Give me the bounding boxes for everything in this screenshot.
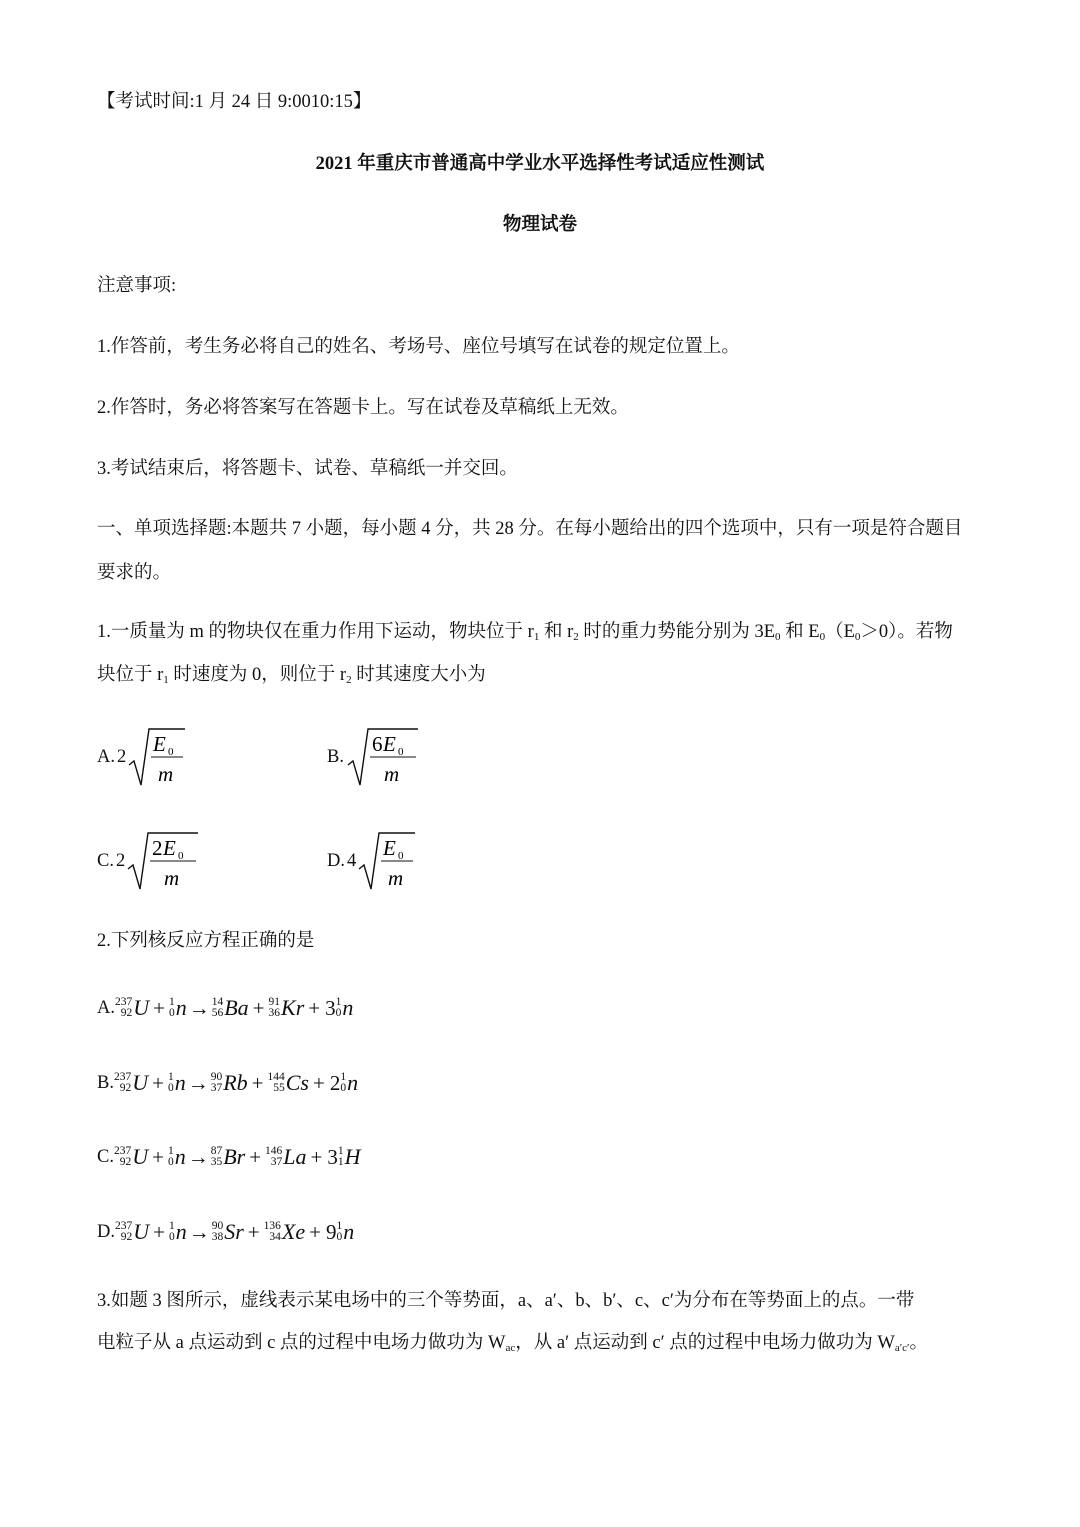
option-label: A. bbox=[97, 746, 115, 767]
exam-subtitle: 物理试卷 bbox=[502, 215, 577, 235]
fraction-numerator: E bbox=[153, 732, 167, 756]
nuclide-product-2: 146 37 La bbox=[265, 1144, 307, 1169]
plus-sign: + bbox=[252, 995, 265, 1020]
nuclide-emitted: 1 0 n bbox=[340, 1070, 359, 1095]
q3-stem-line1: 3.如题 3 图所示，虚线表示某电场中的三个等势面，a、a′、b、b′、c、c′为分布在等势面上的点。一带 bbox=[97, 1291, 915, 1311]
section-heading-cont: 要求的。 bbox=[97, 563, 172, 583]
note-item: 2.作答时，务必将答案写在答题卡上。写在试卷及草稿纸上无效。 bbox=[97, 398, 629, 418]
reaction-arrow: → bbox=[188, 995, 210, 1020]
option-coefficient: 4 bbox=[347, 850, 357, 871]
numerator-subscript: 0 bbox=[178, 850, 184, 862]
q2-option-c[interactable] bbox=[97, 1137, 361, 1177]
nuclide-neutron: 1 0 n bbox=[168, 1219, 187, 1244]
option-coefficient: 2 bbox=[115, 850, 126, 871]
option-label: B. bbox=[327, 746, 344, 767]
plus-sign: + bbox=[152, 1070, 164, 1095]
reaction-arrow: → bbox=[187, 1144, 209, 1169]
q3-stem-line2: 电粒子从 a 点运动到 c 点的过程中电场力做功为 $W_{ac}$，从 a′ 点运动到 c′ 点的过程中电场力做功为 $W_{a'c'}$。 bbox=[97, 1333, 928, 1354]
q1-stem-line2: 块位于 $r_1$ 时速度为 0，则位于 $r_2$ 时其速度大小为 bbox=[97, 665, 486, 686]
radical-expression bbox=[357, 829, 417, 893]
radical-expression bbox=[126, 829, 200, 893]
numerator-coefficient: 2 bbox=[152, 836, 163, 860]
q2-option-b[interactable] bbox=[97, 1063, 358, 1103]
option-label: A. bbox=[97, 997, 115, 1018]
plus-sign: + bbox=[247, 1219, 260, 1244]
particle-count: 9 bbox=[325, 1219, 337, 1244]
section-heading: 一、单项选择题:本题共 7 小题，每小题 4 分，共 28 分。在每小题给出的四个选项中，只有一项是符合题目 bbox=[97, 519, 963, 539]
nuclide-neutron: 1 0 n bbox=[167, 1070, 186, 1095]
nuclide-product-2: 144 55 Cs bbox=[267, 1070, 309, 1095]
reaction-arrow: → bbox=[187, 1070, 209, 1095]
nuclide-emitted: 1 1 H bbox=[337, 1144, 361, 1169]
q1-option-a[interactable] bbox=[97, 722, 187, 792]
note-item: 1.作答前，考生务必将自己的姓名、考场号、座位号填写在试卷的规定位置上。 bbox=[97, 337, 740, 357]
radical-expression bbox=[346, 725, 420, 789]
exam-title: 2021 年重庆市普通高中学业水平选择性考试适应性测试 bbox=[315, 154, 765, 174]
plus-sign: + bbox=[153, 1219, 165, 1244]
exam-time: 【考试时间:1 月 24 日 9:0010:15】 bbox=[97, 92, 372, 112]
numerator-subscript: 0 bbox=[398, 850, 404, 862]
nuclide-emitted: 1 0 n bbox=[336, 1219, 355, 1244]
nuclide-product-1: 90 38 Sr bbox=[211, 1219, 244, 1244]
option-label: D. bbox=[97, 1221, 115, 1242]
plus-sign: + bbox=[153, 995, 165, 1020]
nuclide-product-1: 14 56 Ba bbox=[211, 995, 249, 1020]
nuclide-product-1: 87 35 Br bbox=[210, 1144, 246, 1169]
notes-heading: 注意事项: bbox=[97, 276, 177, 296]
q1-option-b[interactable] bbox=[327, 722, 420, 792]
fraction-numerator: E bbox=[383, 836, 397, 860]
note-item: 3.考试结束后，将答题卡、试卷、草稿纸一并交回。 bbox=[97, 459, 518, 479]
radical-expression bbox=[127, 725, 187, 789]
nuclide-uranium: 237 92 U bbox=[115, 995, 150, 1020]
fraction-denominator: m bbox=[383, 762, 400, 786]
fraction-denominator: m bbox=[164, 866, 180, 890]
plus-sign: + bbox=[308, 995, 321, 1020]
fraction-denominator: m bbox=[388, 866, 404, 890]
nuclide-emitted: 1 0 n bbox=[335, 995, 354, 1020]
nuclide-neutron: 1 0 n bbox=[167, 1144, 186, 1169]
nuclide-uranium: 237 92 U bbox=[113, 1144, 149, 1169]
q2-option-d[interactable] bbox=[97, 1212, 354, 1252]
nuclide-product-2: 91 36 Kr bbox=[268, 995, 305, 1020]
plus-sign: + bbox=[249, 1144, 262, 1169]
numerator-subscript: 0 bbox=[397, 746, 404, 758]
plus-sign: + bbox=[251, 1070, 264, 1095]
nuclide-product-1: 90 37 Rb bbox=[210, 1070, 248, 1095]
option-label: C. bbox=[97, 1146, 114, 1167]
plus-sign: + bbox=[313, 1070, 325, 1095]
nuclide-uranium: 237 92 U bbox=[113, 1070, 149, 1095]
numerator-subscript: 0 bbox=[168, 746, 174, 758]
option-label: D. bbox=[327, 850, 345, 871]
q2-option-a[interactable] bbox=[97, 988, 353, 1028]
plus-sign: + bbox=[310, 1144, 323, 1169]
fraction-numerator: E bbox=[382, 732, 396, 756]
fraction-denominator: m bbox=[158, 762, 174, 786]
nuclide-product-2: 136 34 Xe bbox=[263, 1219, 306, 1244]
plus-sign: + bbox=[152, 1144, 164, 1169]
particle-count: 2 bbox=[329, 1070, 341, 1095]
q1-option-c[interactable] bbox=[97, 826, 200, 896]
plus-sign: + bbox=[309, 1219, 321, 1244]
numerator-coefficient: 6 bbox=[371, 732, 383, 756]
option-coefficient: 2 bbox=[117, 746, 127, 767]
particle-count: 3 bbox=[325, 995, 336, 1020]
fraction-numerator: E bbox=[163, 836, 177, 860]
q1-stem-line1: 1.一质量为 m 的物块仅在重力作用下运动，物块位于 $r_1$ 和 $r_2$ 时的重力势能分别为 $3E_0$ 和 $E_0(E_0>0)$。若物 bbox=[97, 622, 953, 643]
q2-stem: 2.下列核反应方程正确的是 bbox=[97, 931, 315, 951]
option-label: C. bbox=[97, 850, 114, 871]
particle-count: 3 bbox=[327, 1144, 338, 1169]
nuclide-neutron: 1 0 n bbox=[168, 995, 187, 1020]
q1-option-d[interactable] bbox=[327, 826, 417, 896]
option-label: B. bbox=[97, 1072, 114, 1093]
nuclide-uranium: 237 92 U bbox=[115, 1219, 150, 1244]
reaction-arrow: → bbox=[188, 1219, 210, 1244]
